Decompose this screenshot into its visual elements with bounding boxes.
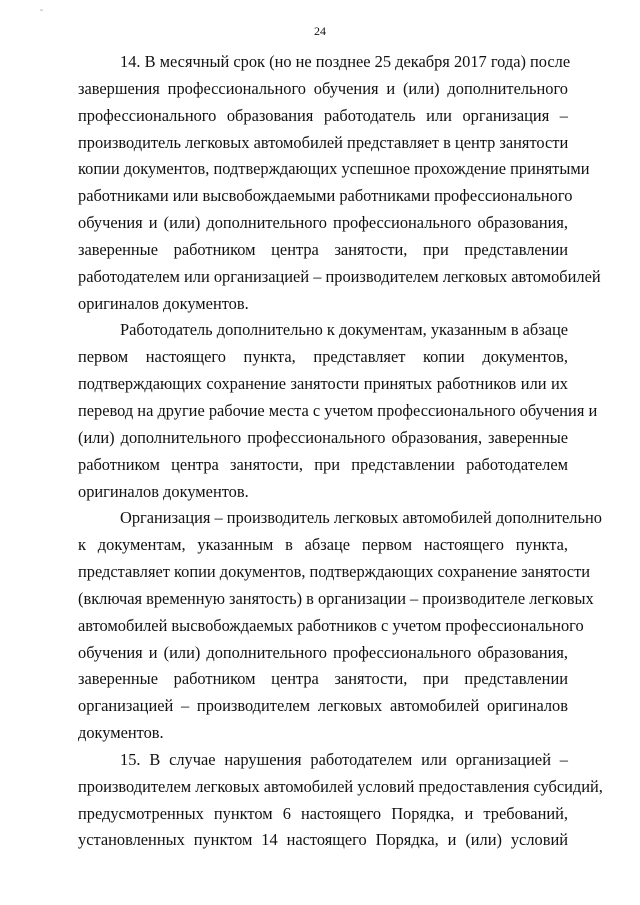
text-line: установленных пунктом 14 настоящего Порядка, и (или) условий (78, 830, 568, 850)
text-line: оригиналов документов. (78, 481, 249, 501)
text-line: работником центра занятости, при представлении работодателем (78, 454, 568, 474)
text-line: производитель легковых автомобилей представляет в центр занятости (78, 132, 569, 152)
text-line: копии документов, подтверждающих успешное прохождение принятыми (78, 159, 590, 179)
text-line: организацией – производителем легковых автомобилей оригиналов (78, 696, 568, 716)
document-body (78, 49, 603, 854)
text-line: Организация – производитель легковых автомобилей дополнительно (120, 508, 602, 528)
text-line: (или) дополнительного профессионального образования, заверенные (78, 427, 568, 447)
text-line: производителем легковых автомобилей условий предоставления субсидий, (78, 776, 603, 796)
text-line: представляет копии документов, подтверждающих сохранение занятости (78, 562, 591, 582)
text-line: документов. (78, 723, 164, 743)
text-line: заверенные работником центра занятости, при представлении (78, 239, 568, 259)
text-line: автомобилей высвобождаемых работников с учетом профессионального (78, 615, 584, 635)
paragraph (78, 49, 601, 317)
text-line: предусмотренных пунктом 6 настоящего Порядка, и требований, (78, 803, 568, 823)
paragraph (78, 505, 602, 747)
text-line: первом настоящего пункта, представляет копии документов, (78, 347, 568, 367)
page-number: 24 (314, 24, 326, 38)
text-line: Работодатель дополнительно к документам, указанным в абзаце (120, 320, 569, 340)
text-line: заверенные работником центра занятости, при представлении (78, 669, 568, 689)
text-line: работниками или высвобождаемыми работниками профессионального (78, 186, 573, 206)
text-line: профессионального образования работодатель или организация – (78, 105, 568, 125)
text-line: 15. В случае нарушения работодателем или организацией – (120, 749, 568, 769)
paragraph (78, 747, 603, 854)
paragraph (78, 317, 598, 505)
scan-mark: ˘ (40, 8, 43, 18)
text-line: обучения и (или) дополнительного профессионального образования, (78, 642, 568, 662)
text-line: работодателем или организацией – производителем легковых автомобилей (78, 266, 601, 286)
text-line: подтверждающих сохранение занятости принятых работников или их (78, 374, 568, 394)
text-line: (включая временную занятость) в организации – производителе легковых (78, 588, 594, 608)
text-line: завершения профессионального обучения и (или) дополнительного (78, 78, 568, 98)
text-line: оригиналов документов. (78, 293, 249, 313)
text-line: обучения и (или) дополнительного профессионального образования, (78, 213, 568, 233)
text-line: к документам, указанным в абзаце первом настоящего пункта, (78, 535, 568, 555)
text-line: 14. В месячный срок (но не позднее 25 декабря 2017 года) после (120, 52, 571, 71)
text-line: перевод на другие рабочие места с учетом профессионального обучения и (78, 400, 598, 420)
